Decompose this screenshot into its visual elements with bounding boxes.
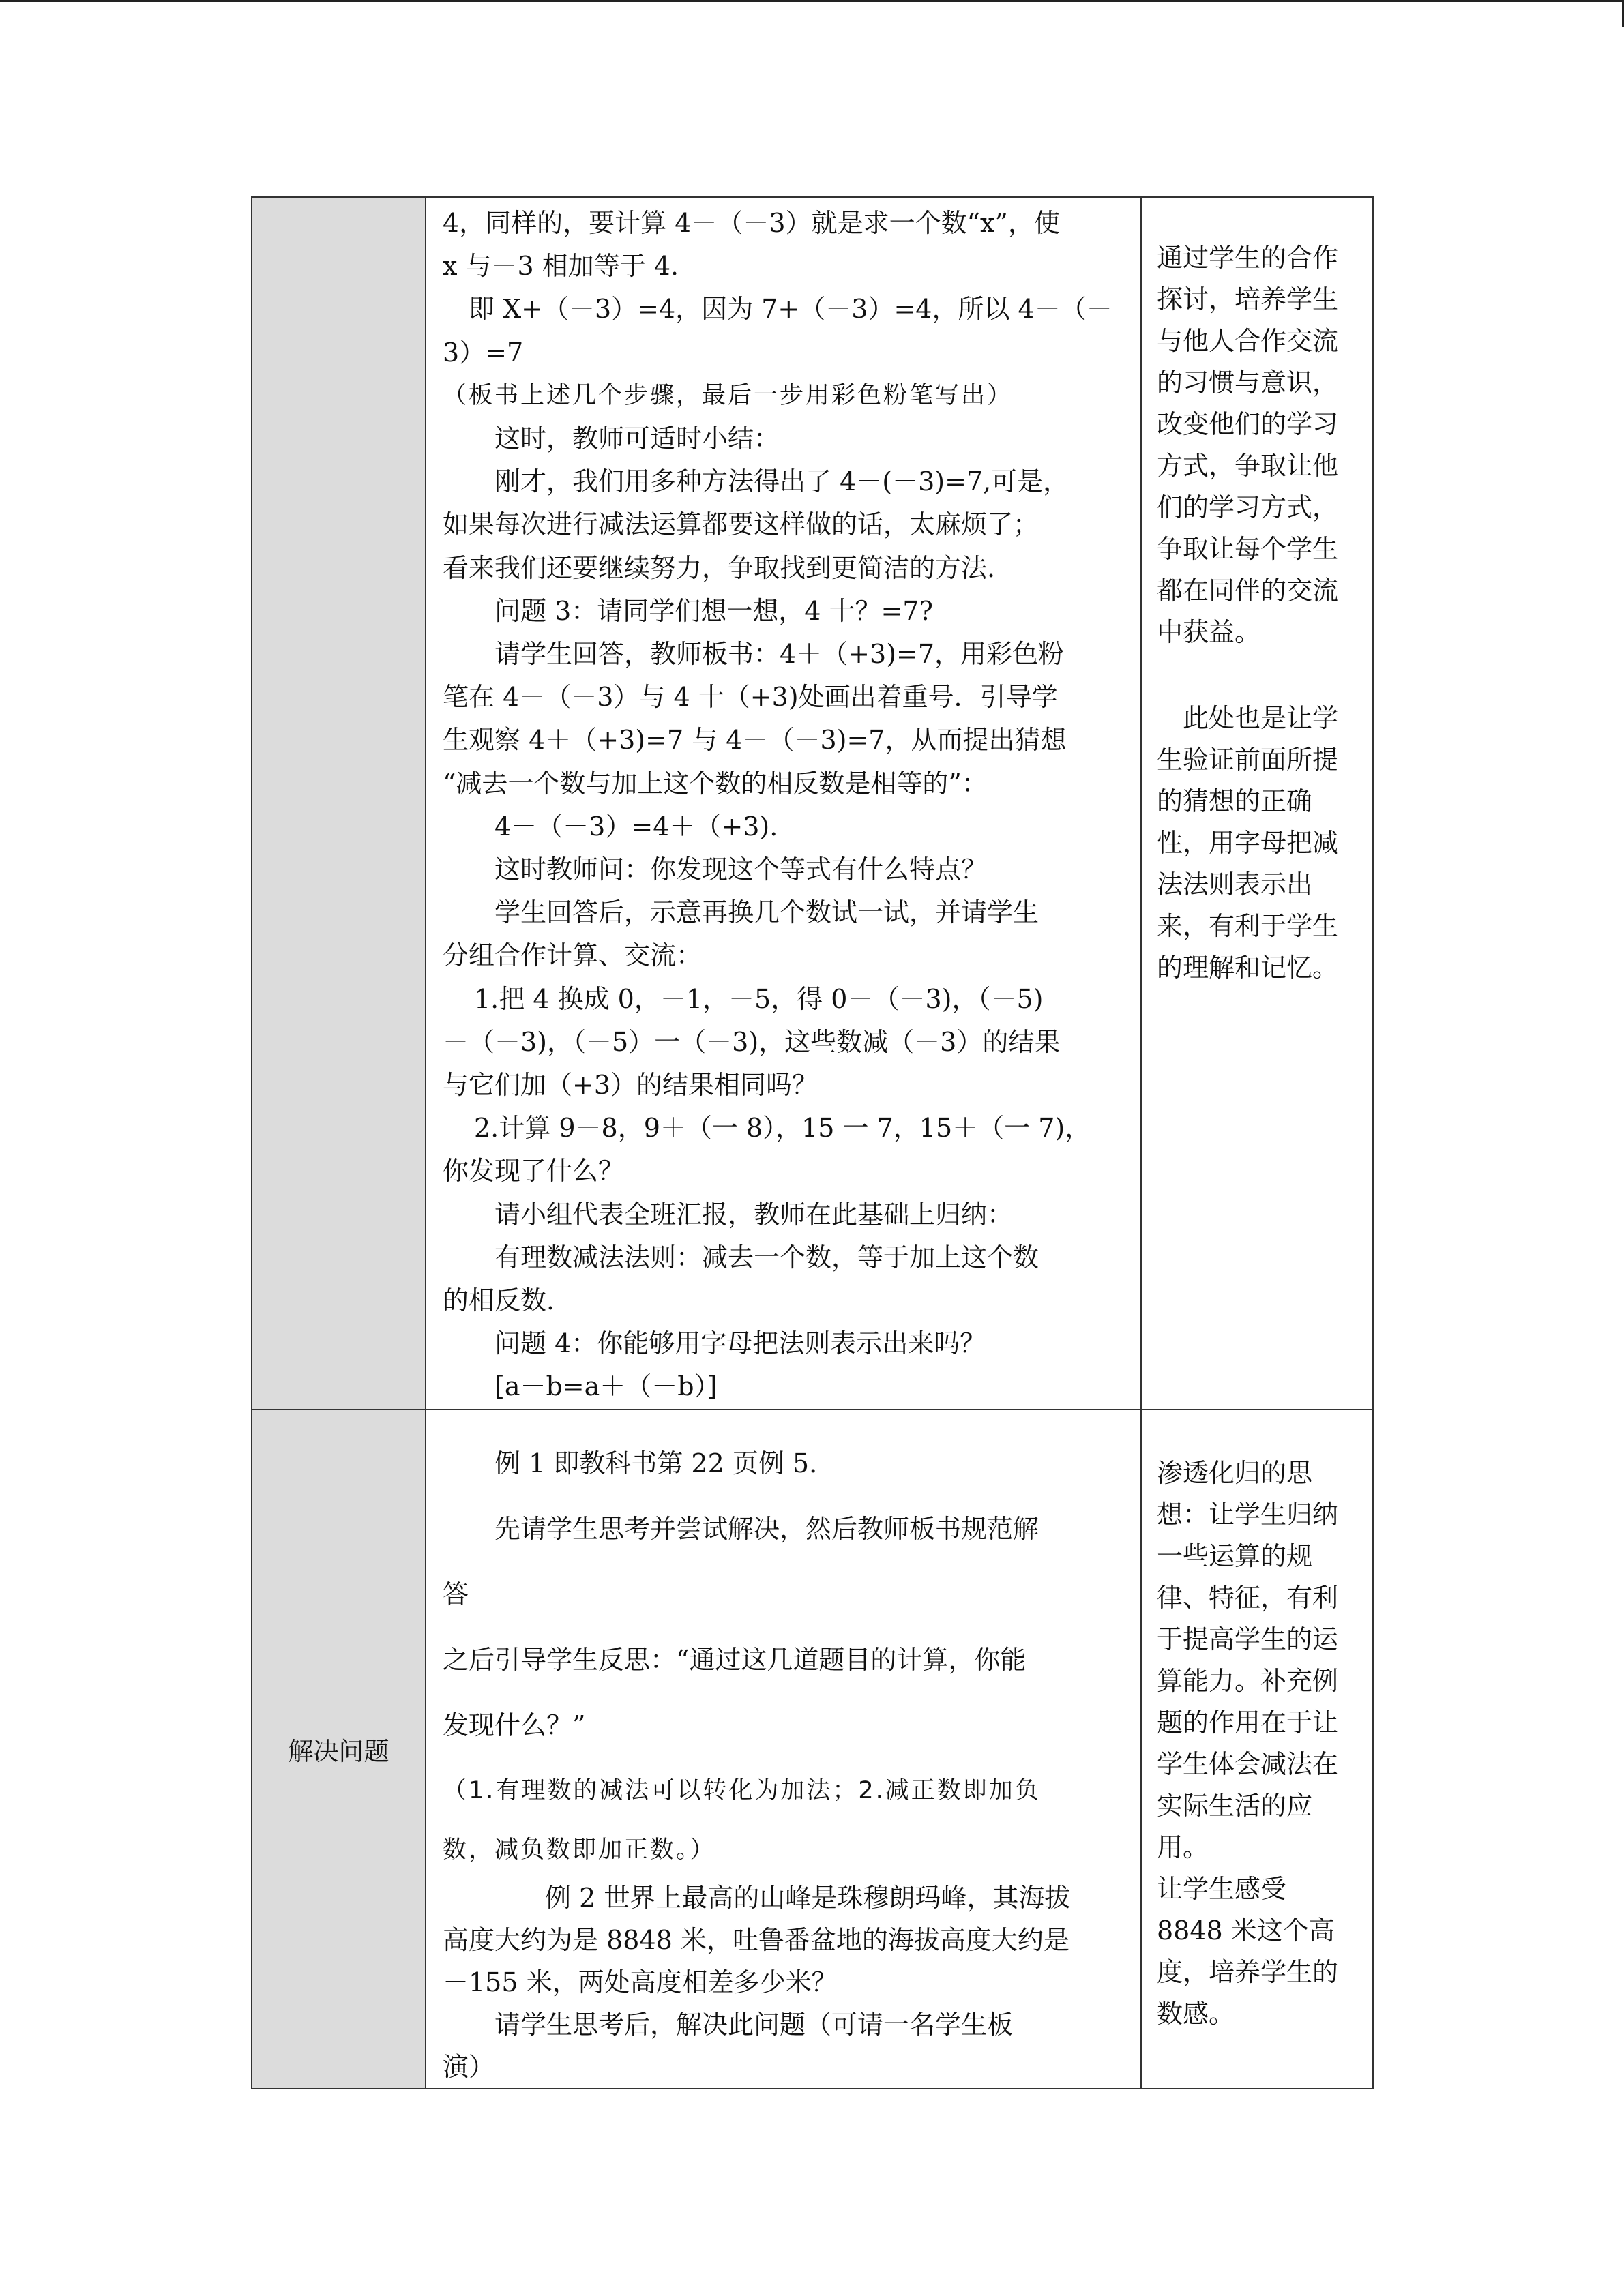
activity-text <box>426 1410 1140 2088</box>
note-line: 的理解和记忆。 <box>1157 953 1339 983</box>
note-line: 生验证前面所提 <box>1157 745 1339 775</box>
note-line: 法法则表示出 <box>1157 869 1313 899</box>
note-line: 用。 <box>1157 1832 1209 1862</box>
design-intent-cell <box>1141 1410 1373 2089</box>
note-line: 算能力。补充例 <box>1157 1665 1339 1696</box>
activity-line: 高度大约为是 8848 米，吐鲁番盆地的海拔高度大约是 <box>443 1924 1069 1955</box>
activity-line: 发现什么？” <box>443 1710 586 1740</box>
activity-line: 刚才，我们用多种方法得出了 4－(－3)=7,可是， <box>494 466 1069 497</box>
note-line: 争取让每个学生 <box>1157 534 1339 564</box>
activity-line: 请学生思考后，解决此问题（可请一名学生板 <box>494 2009 1014 2040</box>
note-line: 都在同伴的交流 <box>1157 576 1339 606</box>
note-line: 方式，争取让他 <box>1157 451 1339 481</box>
activity-line: 笔在 4－（－3）与 4 十（+3)处画出着重号．引导学 <box>443 682 1058 713</box>
activity-line: 即 X+（－3）=4，因为 7+（－3）=4，所以 4－（－ <box>469 294 1112 325</box>
activity-line: 4－（－3）=4＋（+3). <box>494 811 778 841</box>
note-line: 的习惯与意识， <box>1157 368 1339 398</box>
note-line: 探讨，培养学生 <box>1157 284 1339 314</box>
table-row <box>252 197 1373 1410</box>
activity-line: 演） <box>443 2051 495 2082</box>
activity-line: 这时教师问：你发现这个等式有什么特点？ <box>494 854 988 885</box>
design-intent-text <box>1142 1410 1372 2035</box>
note-line: 实际生活的应 <box>1157 1790 1313 1821</box>
activity-line: 生观察 4＋（+3)=7 与 4－（－3)=7，从而提出猜想 <box>443 725 1067 756</box>
note-line: 来，有利于学生 <box>1157 911 1339 941</box>
activity-line: 分组合作计算、交流： <box>443 940 703 971</box>
note-line: 与他人合作交流 <box>1157 326 1339 356</box>
note-line: 一些运算的规 <box>1157 1540 1313 1571</box>
note-line: 8848 米这个高 <box>1157 1915 1335 1945</box>
design-intent-text <box>1142 198 1372 989</box>
activity-line: 的相反数. <box>443 1285 555 1316</box>
activity-line: 2.计算 9－8，9＋（一 8），15 一 7，15＋（一 7)， <box>474 1113 1091 1144</box>
activity-line: 3）=7 <box>443 337 524 368</box>
activity-cell <box>426 1410 1141 2089</box>
activity-line: 请小组代表全班汇报，教师在此基础上归纳： <box>494 1199 1014 1229</box>
activity-line: 学生回答后，示意再换几个数试一试，并请学生 <box>494 897 1039 928</box>
note-line: 于提高学生的运 <box>1157 1624 1339 1654</box>
note-line: 渗透化归的思 <box>1157 1457 1313 1488</box>
activity-line: x 与－3 相加等于 4. <box>443 251 679 282</box>
activity-line: 答 <box>443 1579 469 1609</box>
activity-line: 数，减负数即加正数。） <box>443 1836 716 1864</box>
note-line: 改变他们的学习 <box>1157 409 1339 439</box>
activity-line: 例 1 即教科书第 22 页例 5. <box>494 1448 818 1478</box>
note-line: 们的学习方式， <box>1157 492 1339 522</box>
activity-line: 之后引导学生反思：“通过这几道题目的计算，你能 <box>443 1644 1027 1675</box>
page-top-rule <box>0 0 1624 2</box>
activity-line: 看来我们还要继续努力，争取找到更简洁的方法. <box>443 552 996 583</box>
note-line: 让学生感受 <box>1157 1873 1287 1904</box>
activity-line: 4，同样的，要计算 4－（－3）就是求一个数“x”，使 <box>443 208 1060 238</box>
activity-line: 请学生回答，教师板书：4＋（+3)=7，用彩色粉 <box>494 639 1065 670</box>
note-line: 的猜想的正确 <box>1157 786 1313 816</box>
activity-line: 如果每次进行减法运算都要这样做的话，太麻烦了； <box>443 509 1039 540</box>
note-line: 性，用字母把减 <box>1157 828 1339 858</box>
stage-label-cell: 解决问题 <box>252 1410 426 2089</box>
activity-line: 与它们加（+3）的结果相同吗？ <box>443 1070 818 1101</box>
note-line: 通过学生的合作 <box>1157 243 1339 273</box>
activity-line: 例 2 世界上最高的山峰是珠穆朗玛峰，其海拔 <box>545 1882 1071 1913</box>
activity-line: －（－3)，（－5）一（－3)，这些数减（－3）的结果 <box>443 1026 1061 1057</box>
activity-text <box>426 198 1140 1409</box>
note-line: 此处也是让学 <box>1183 703 1339 733</box>
activity-line: 问题 4：你能够用字母把法则表示出来吗？ <box>494 1328 986 1359</box>
activity-line: 问题 3：请同学们想一想，4 十？=7? <box>494 595 933 626</box>
activity-line: 你发现了什么？ <box>443 1156 625 1187</box>
activity-line: （1.有理数的减法可以转化为加法；2.减正数即加负 <box>443 1776 1041 1804</box>
activity-line: 有理数减法法则：减去一个数，等于加上这个数 <box>494 1242 1039 1272</box>
lesson-plan-table <box>251 196 1374 2089</box>
note-line: 学生体会减法在 <box>1157 1748 1339 1779</box>
activity-cell <box>426 197 1141 1410</box>
activity-line: “减去一个数与加上这个数的相反数是相等的”： <box>443 768 988 799</box>
activity-line: －155 米，两处高度相差多少米？ <box>443 1967 838 1997</box>
activity-line: 1.把 4 换成 0，－1，－5，得 0－（－3)，（－5) <box>474 983 1044 1014</box>
note-line: 度，培养学生的 <box>1157 1956 1339 1987</box>
activity-line: [a－b=a＋（－b）] <box>494 1371 718 1402</box>
note-line: 题的作用在于让 <box>1157 1707 1339 1738</box>
activity-line: 先请学生思考并尝试解决，然后教师板书规范解 <box>494 1513 1039 1544</box>
note-line: 律、特征，有利 <box>1157 1582 1339 1613</box>
design-intent-cell <box>1141 197 1373 1410</box>
note-line: 中获益。 <box>1157 617 1261 647</box>
note-line: 想：让学生归纳 <box>1157 1499 1339 1530</box>
table-row <box>252 1410 1373 2089</box>
activity-line: （板书上述几个步骤，最后一步用彩色粉笔写出） <box>443 381 1014 409</box>
note-line: 数感。 <box>1157 1998 1235 2029</box>
stage-label-cell <box>252 197 426 1410</box>
activity-line: 这时，教师可适时小结： <box>494 423 780 454</box>
